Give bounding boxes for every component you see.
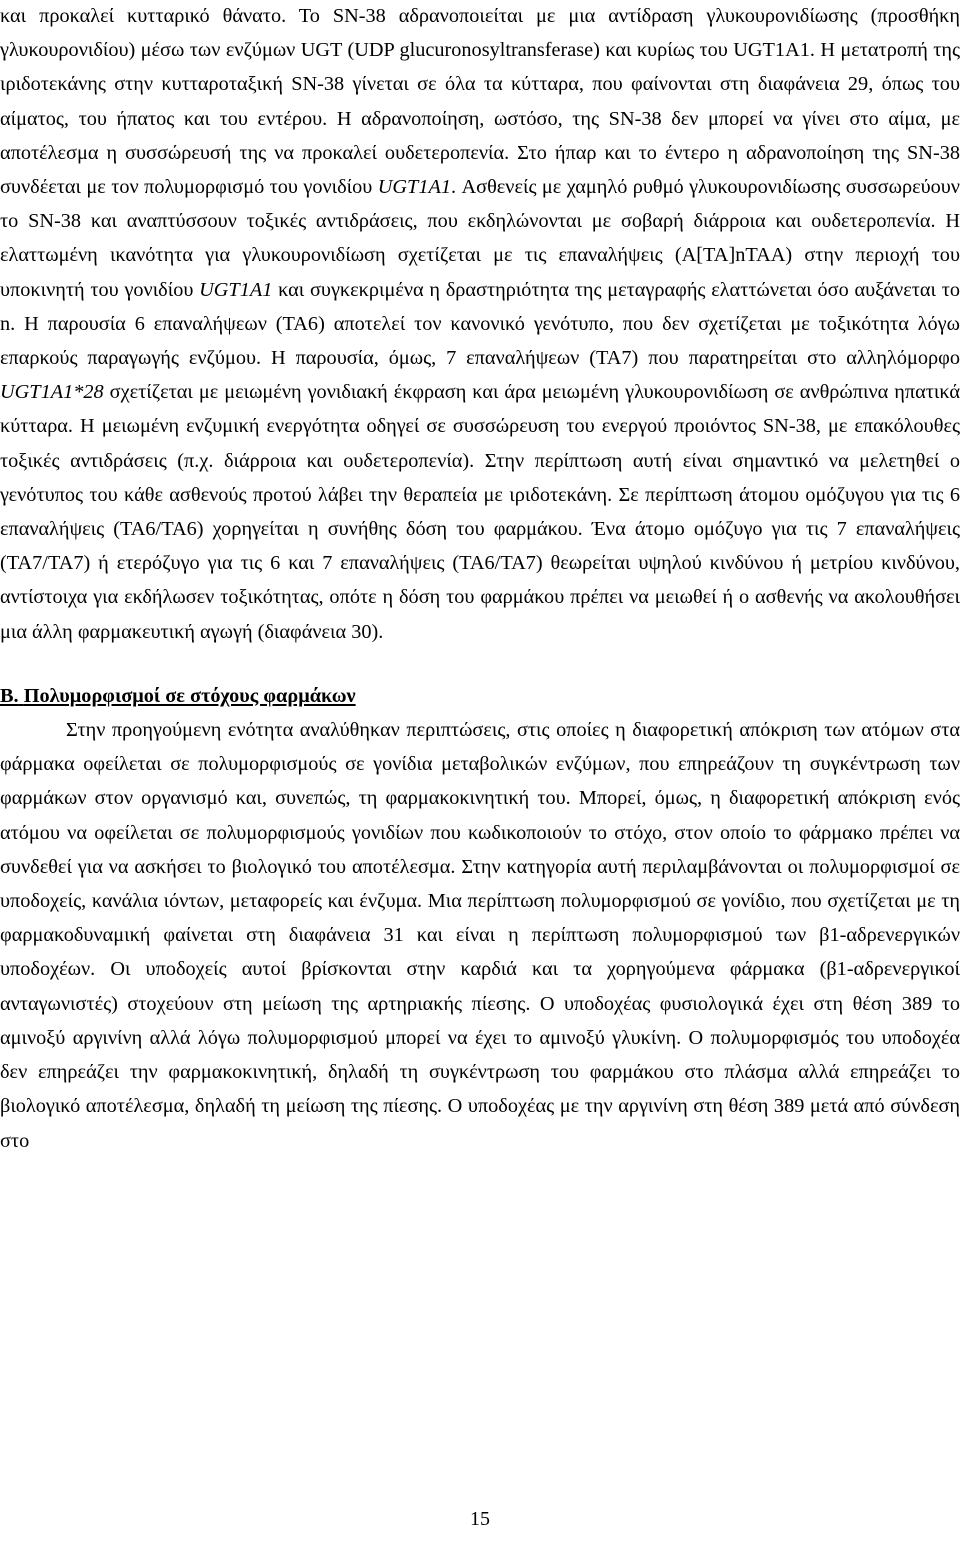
allele-name-italic: UGT1A1*28 — [0, 381, 104, 404]
paragraph-text: και συγκεκριμένα η δραστηριότητα της μεταγραφής ελαττώνεται όσο αυξάνεται το n. Η παρουσία 6 επαναλήψεων (TA6) αποτελεί τον κανονικό γενότυπο, που δεν σχετίζεται με τοξικότητα λόγω επαρκούς παραγωγής ενζύμου. Η παρουσία, όμως, 7 επαναλήψεων (TA7) που παρατηρείται στο αλληλόμορφο — [0, 278, 960, 370]
page-number: 15 — [470, 1508, 490, 1530]
paragraph-text: . Ασθενείς με χαμηλό ρυθμό γλυκουρονιδίωσης συσσωρεύουν το SN-38 και αναπτύσσουν τοξικές αντιδράσεις, που εκδηλώνονται με σοβαρή διάρροια και ουδετεροπενία. Η ελαττωμένη ικανότητα για γλυκουρονιδίωση σχετίζεται με τις επαναλήψεις (A[TA]nTAA) στην περιοχή του υποκινητή του γονιδίου — [0, 176, 960, 301]
paragraph-drug-targets: Στην προηγούμενη ενότητα αναλύθηκαν περιπτώσεις, στις οποίες η διαφορετική απόκριση των ατόμων στα φάρμακα οφείλεται σε πολυμορφισμούς σε γονίδια μεταβολικών ενζύμων, που επηρεάζουν τη συγκέντρωση των φαρμάκων στον οργανισμό και, συνεπώς, τη φαρμακοκινητική του. Μπορεί, όμως, η διαφορετική απόκριση ενός ατόμου να οφείλεται σε πολυμορφισμούς γονιδίων που κωδικοποιούν το στόχο, στον οποίο το φάρμακο πρέπει να συνδεθεί για να ασκήσει το βιολογικό του αποτέλεσμα. Στην κατηγορία αυτή περιλαμβάνονται οι πολυμορφισμοί σε υποδοχείς, κανάλια ιόντων, μεταφορείς και ένζυμα. Μια περίπτωση πολυμορφισμού σε γονίδιο, που σχετίζεται με τη φαρμακοδυναμική φαίνεται στη διαφάνεια 31 και είναι η περίπτωση πολυμορφισμού των β1-αδρενεργικών υποδοχέων. Οι υποδοχείς αυτοί βρίσκονται στην καρδιά και τα χορηγούμενα φάρμακα (β1-αδρενεργικοί ανταγωνιστές) στοχεύουν στη μείωση της αρτηριακής πίεσης. Ο υποδοχέας φυσιολογικά έχει στη θέση 389 το αμινοξύ αργινίνη αλλά λόγω πολυμορφισμού μπορεί να έχει το αμινοξύ γλυκίνη. Ο πολυμορφισμός του υποδοχέα δεν επηρεάζει την φαρμακοκινητική, δηλαδή τη συγκέντρωση του φαρμάκου στο πλάσμα αλλά επηρεάζει το βιολογικό αποτέλεσμα, δηλαδή τη μείωση της πίεσης. Ο υποδοχέας με την αργινίνη στη θέση 389 μετά από σύνδεση στο — [0, 719, 960, 1152]
paragraph-irinotecan — [0, 0, 960, 649]
paragraph-text: και προκαλεί κυτταρικό θάνατο. Το SN-38 αδρανοποιείται με μια αντίδραση γλυκουρονιδίωσης (προσθήκη γλυκουρονιδίου) μέσω των ενζύμων UGT (UDP glucuronosyltransferase) και κυρίως του UGT1A1. Η μετατροπή της ιριδοτεκάνης στην κυτταροταξική SN-38 γίνεται σε όλα τα κύτταρα, που φαίνονται στη διαφάνεια 29, όπως του αίματος, του ήπατος και του εντέρου. Η αδρανοποίηση, ωστόσο, της SN-38 δεν μπορεί να γίνει στο αίμα, με αποτέλεσμα η συσσώρευσή της να προκαλεί ουδετεροπενία. Στο ήπαρ και το έντερο η αδρανοποίηση της SN-38 συνδέεται με τον πολυμορφισμό του γονιδίου — [0, 5, 960, 199]
gene-name-italic: UGT1A1 — [377, 176, 451, 199]
paragraph-text: σχετίζεται με μειωμένη γονιδιακή έκφραση και άρα μειωμένη γλυκουρονιδίωση σε ανθρώπινα ηπατικά κύτταρα. Η μειωμένη ενζυμική ενεργότητα οδηγεί σε συσσώρευση του ενεργού προιόντος SN-38, με επακόλουθες τοξικές αντιδράσεις (π.χ. διάρροια και ουδετεροπενία). Στην περίπτωση αυτή είναι σημαντικό να μελετηθεί ο γενότυπος του κάθε ασθενούς προτού λάβει την θεραπεία με ιριδοτεκάνη. Σε περίπτωση άτομου ομόζυγου για τις 6 επαναλήψεις (TA6/TA6) χορηγείται η συνήθης δόση του φαρμάκου. Ένα άτομο ομόζυγο για τις 7 επαναλήψεις (TA7/TA7) ή ετερόζυγο για τις 6 και 7 επαναλήψεις (TA6/TA7) θεωρείται υψηλού κινδύνου ή μετρίου κινδύνου, αντίστοιχα για εκδήλωσεν τοξικότητας, οπότε η δόση του φαρμάκου πρέπει να μειωθεί ή ο ασθενής να ακολουθήσει μια άλλη φαρμακευτική αγωγή (διαφάνεια 30). — [0, 381, 960, 643]
section-title: Πολυμορφισμοί σε στόχους φαρμάκων — [23, 684, 356, 707]
section-label: Β. — [0, 684, 19, 707]
section-heading — [0, 679, 960, 713]
gene-name-italic: UGT1A1 — [199, 278, 273, 301]
